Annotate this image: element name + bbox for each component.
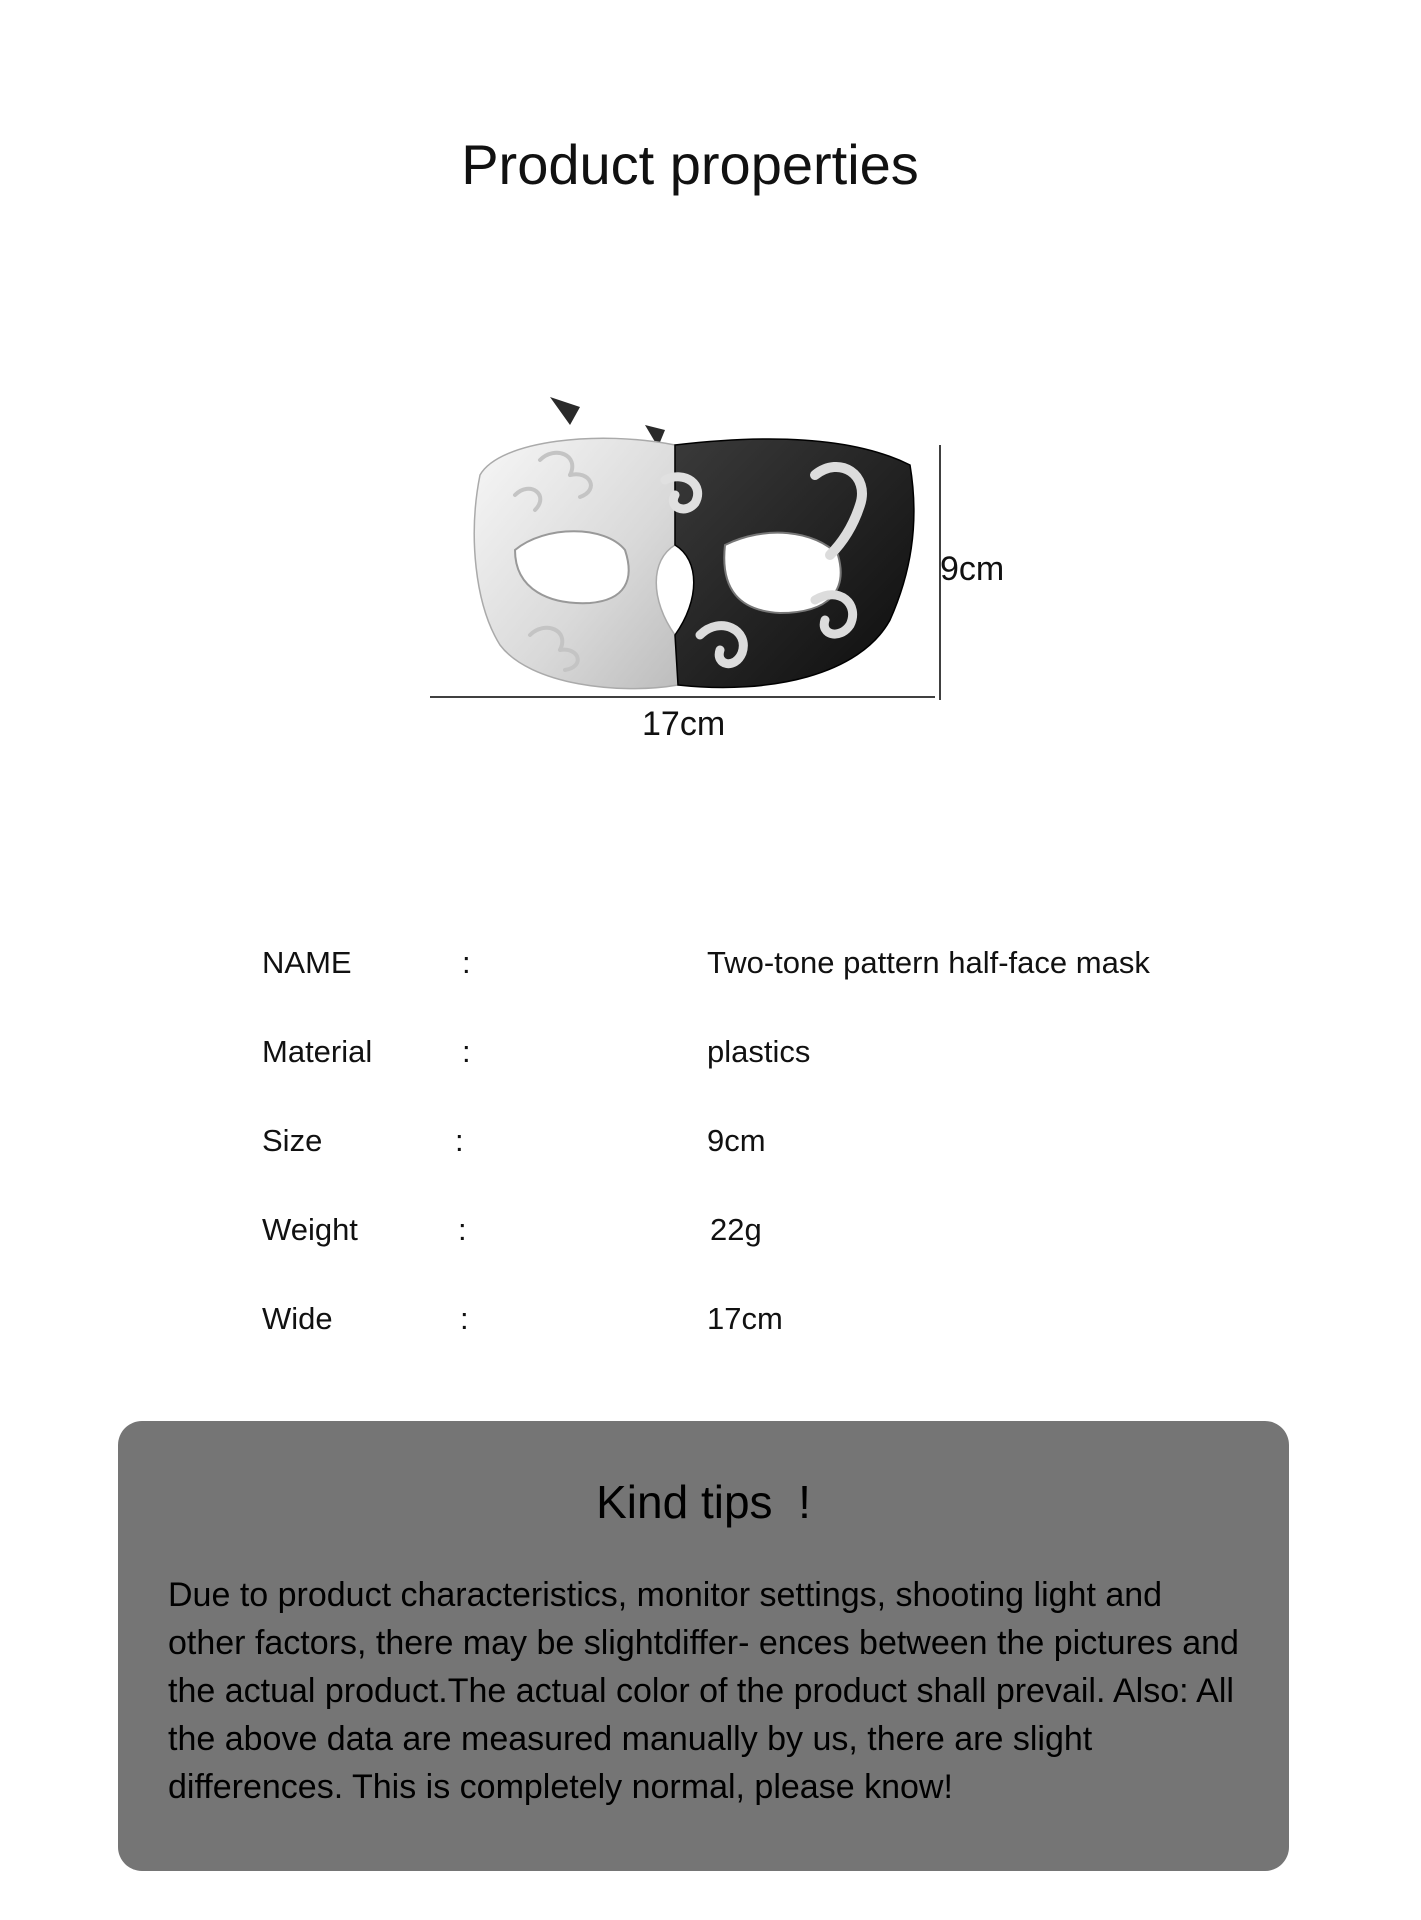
property-row-size xyxy=(262,1123,1262,1212)
product-figure xyxy=(420,385,1020,755)
property-key: Wide xyxy=(262,1301,333,1336)
property-colon: : xyxy=(455,1123,464,1158)
property-key: Weight xyxy=(262,1212,358,1247)
property-value: plastics xyxy=(707,1034,811,1069)
page-title: Product properties xyxy=(461,133,919,196)
width-dimension-label: 17cm xyxy=(642,705,726,743)
property-key: Material xyxy=(262,1034,373,1069)
property-row-name xyxy=(262,945,1262,1034)
property-row-material xyxy=(262,1034,1262,1123)
property-row-weight xyxy=(262,1212,1262,1301)
property-key: Size xyxy=(262,1123,323,1158)
property-colon: : xyxy=(462,1034,471,1069)
property-colon: : xyxy=(458,1212,467,1247)
property-colon: : xyxy=(462,945,471,980)
property-value: 9cm xyxy=(707,1123,766,1158)
properties-list xyxy=(262,945,1262,1390)
kind-tips-box xyxy=(118,1421,1289,1871)
property-colon: : xyxy=(460,1301,469,1336)
mask-image xyxy=(420,385,1020,755)
property-value: Two-tone pattern half-face mask xyxy=(707,945,1150,980)
height-dimension-label: 9cm xyxy=(940,550,1005,588)
property-value: 22g xyxy=(710,1212,762,1247)
property-row-wide xyxy=(262,1301,1262,1390)
property-key: NAME xyxy=(262,945,352,980)
tips-text: Due to product characteristics, monitor settings, shooting light and other factors, there may be slightdiffer- ences between the pictures and the actual product.The actual color of the product shall prevail. Also: All the above data are measured manually by us, there are slight differences. This is completely normal, please know! xyxy=(168,1576,1239,1806)
property-value: 17cm xyxy=(707,1301,783,1336)
tips-title: Kind tips ! xyxy=(596,1476,811,1528)
